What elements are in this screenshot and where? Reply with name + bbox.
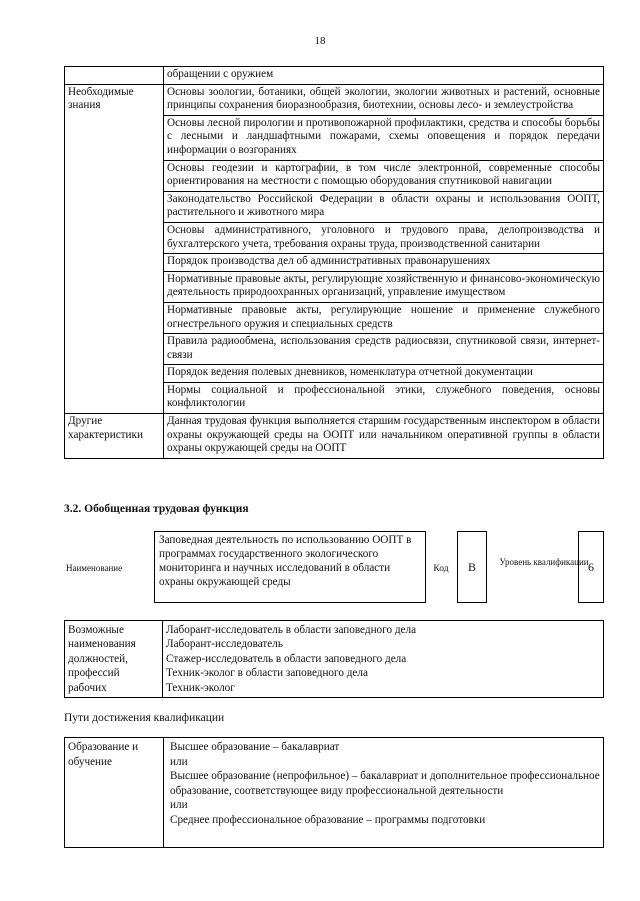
knowledge-table — [64, 66, 604, 459]
row-content: Основы геодезии и картографии, в том числе электронной, современные способы ориентирования на местности с помощью оборудования спутниковой навигации — [164, 160, 604, 191]
row-label: Необходимые знания — [65, 84, 164, 413]
row-label: Другие характеристики — [65, 414, 164, 459]
list-item: Техник-эколог — [166, 681, 235, 694]
code-label: Код — [433, 564, 449, 574]
education-line: Среднее профессиональное образование – программы подготовки — [170, 813, 486, 826]
education-line: Высшее образование – бакалавриат — [170, 741, 340, 753]
positions-table — [64, 620, 604, 698]
list-item: Техник-эколог в области заповедного дела — [166, 667, 368, 680]
row-content: Законодательство Российской Федерации в области охраны и использования ООПТ, растительного и животного мира — [164, 191, 604, 222]
positions-label: Возможные наименования должностей, профессий рабочих — [65, 621, 163, 698]
row-content: Правила радиообмена, использования средств радиосвязи, спутниковой связи, интернет-связи — [164, 334, 604, 365]
row-content: Порядок ведения полевых дневников, номенклатура отчетной документации — [164, 365, 604, 383]
row-content: Нормативные правовые акты, регулирующие ношение и применение служебного огнестрельного оружия и специальных средств — [164, 302, 604, 333]
row-content: Основы лесной пирологии и противопожарной профилактики, средства и способы борьбы с лесными и ландшафтными пожарами, схемы оповещения и порядок передачи информации о возгораниях — [164, 115, 604, 160]
row-content: Основы зоологии, ботаники, общей экологии, экологии животных и растений, основные принципы сохранения биоразнообразия, биотехнии, основы лесо- и землеустройства — [164, 84, 604, 115]
education-line: или — [170, 755, 188, 768]
row-content: Данная трудовая функция выполняется старшим государственным инспектором в области охраны окружающей среды на ООПТ или начальником оперативной группы в области охраны окружающей среды на ООПТ — [164, 414, 604, 459]
table-row — [65, 414, 604, 459]
code-value: B — [457, 531, 487, 603]
education-label: Образование и обучение — [65, 738, 164, 848]
table-row — [65, 67, 604, 85]
table-row — [65, 84, 604, 115]
name-label: Наименование — [66, 563, 123, 573]
list-item: Лаборант-исследователь в области заповедного дела — [166, 624, 417, 636]
table-row — [65, 621, 604, 698]
list-item: Лаборант-исследователь — [166, 638, 283, 651]
level-value: 6 — [578, 531, 604, 603]
level-label: Уровень квалификации — [499, 557, 589, 567]
row-label — [65, 67, 164, 85]
section-heading: 3.2. Обобщенная трудовая функция — [64, 503, 249, 515]
row-content: обращении с оружием — [164, 67, 604, 85]
row-content: Нормативные правовые акты, регулирующие хозяйственную и финансово-экономическую деятельность природоохранных организаций, управление имуществом — [164, 271, 604, 302]
row-content: Основы административного, уголовного и трудового права, делопроизводства и бухгалтерского учета, требования охраны труда, производственной санитарии — [164, 222, 604, 253]
row-content: Нормы социальной и профессиональной этики, служебного поведения, основы конфликтологии — [164, 382, 604, 413]
row-content: Порядок производства дел об административных правонарушениях — [164, 254, 604, 272]
name-value: Заповедная деятельность по использованию ООПТ в программах государственного экологического мониторинга и научных исследований в области охраны окружающей среды — [154, 531, 426, 603]
list-item: Стажер-исследователь в области заповедного дела — [166, 652, 407, 665]
page-number: 18 — [314, 35, 326, 47]
qualification-paths-heading: Пути достижения квалификации — [64, 712, 225, 724]
education-line: Высшее образование (непрофильное) – бакалавриат и дополнительное профессиональное образование, соответствующее виду профессиональной деятельности — [170, 770, 600, 797]
education-table — [64, 737, 604, 848]
education-content — [164, 738, 604, 848]
positions-list — [163, 621, 604, 698]
education-line: или — [170, 799, 188, 812]
table-row — [65, 738, 604, 848]
generalized-function-block — [64, 531, 604, 607]
